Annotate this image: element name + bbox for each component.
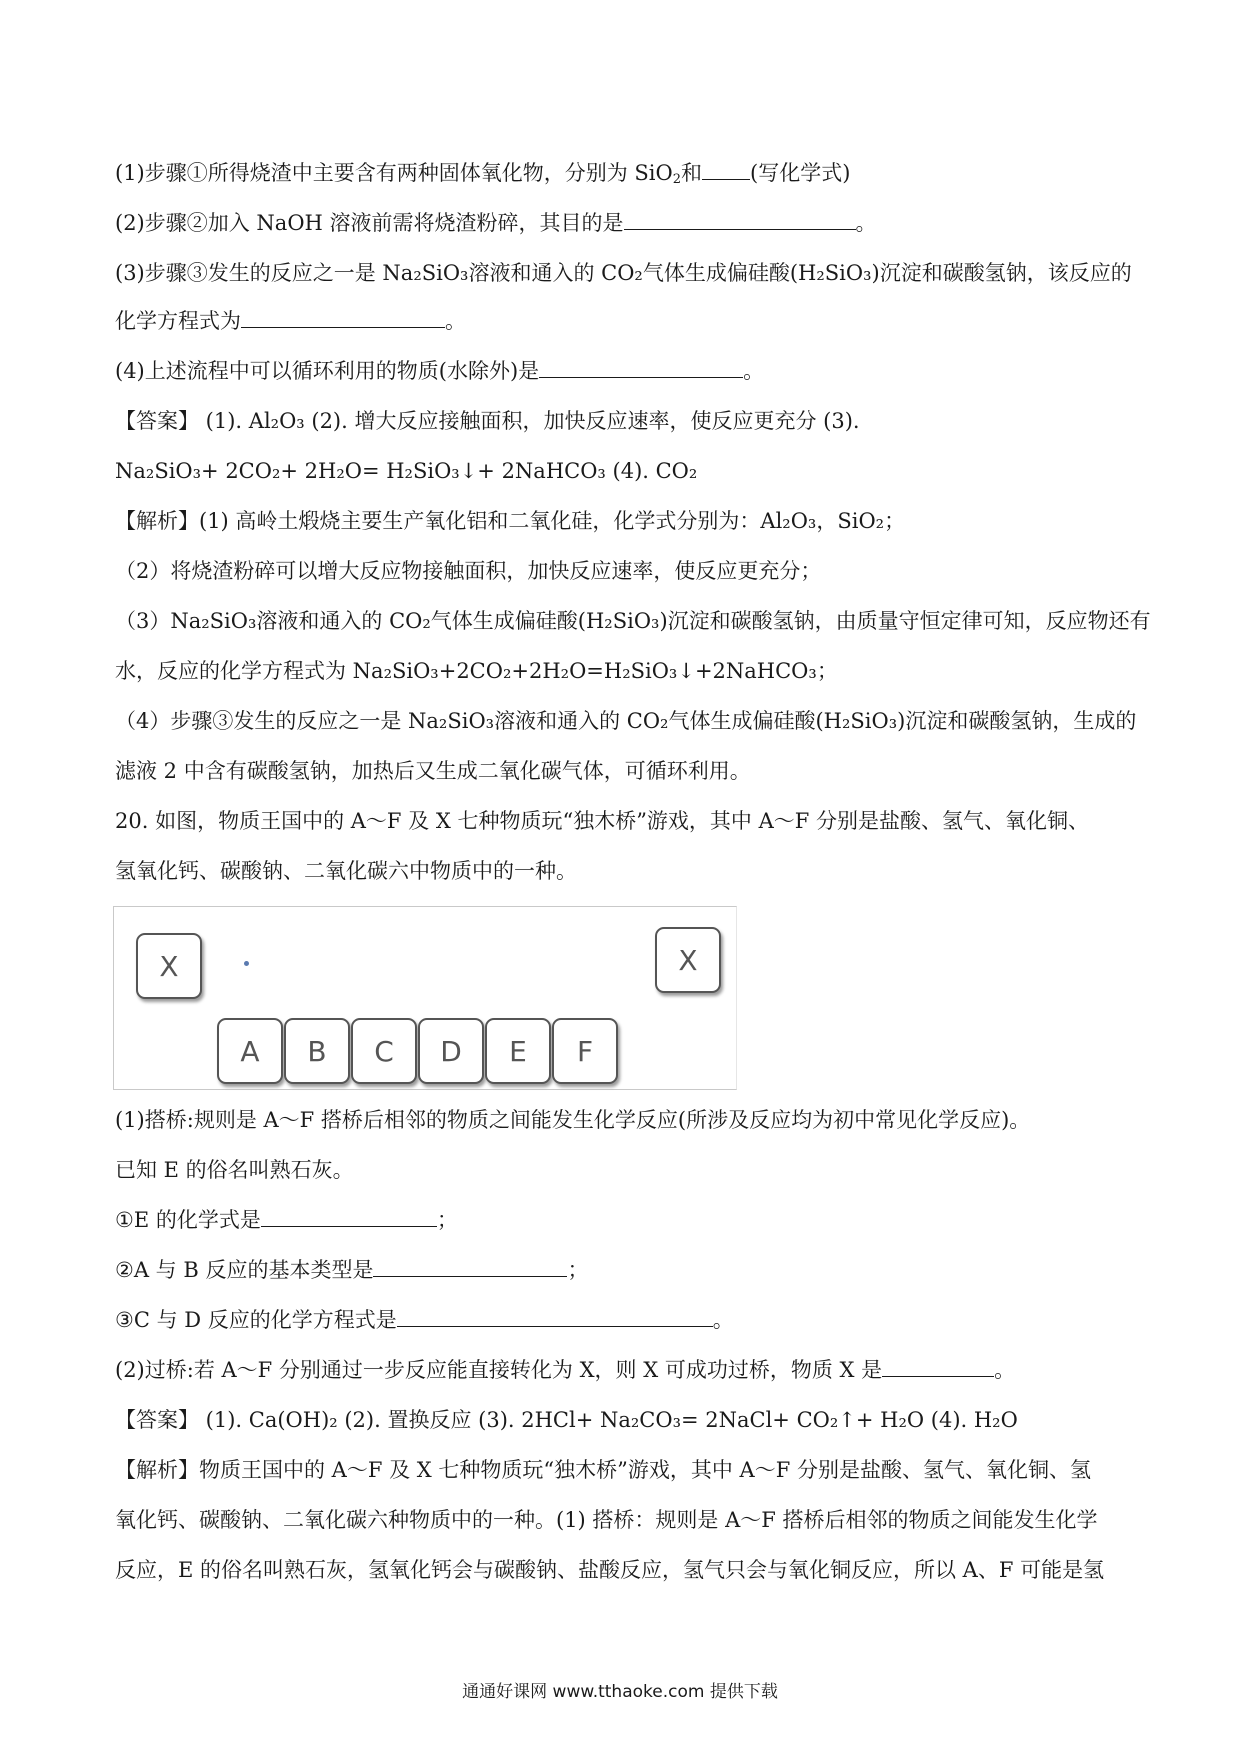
q19-analysis-line: 【解析】(1) 高岭土煅烧主要生产氧化铝和二氧化硅，化学式分别为：Al₂O₃，SiO₂；	[115, 509, 906, 533]
box-x-right: X	[655, 927, 721, 993]
q19-part4-text: (4)上述流程中可以循环利用的物质(水除外)是	[115, 359, 540, 383]
answer-blank[interactable]	[702, 159, 750, 180]
q20-analysis-line: 氧化钙、碳酸钠、二氧化碳六种物质中的一种。(1) 搭桥：规则是 A～F 搭桥后相邻的物质之间能发生化学	[115, 1508, 1098, 1532]
q20-sub2-suffix: ；	[567, 1258, 589, 1282]
answer-blank[interactable]	[882, 1356, 994, 1377]
answer-blank[interactable]	[261, 1206, 437, 1227]
q20-sub2-text: ②A 与 B 反应的基本类型是	[115, 1258, 374, 1282]
answer-blank[interactable]	[624, 209, 856, 230]
q20-stem-line2: 氢氧化钙、碳酸钠、二氧化碳六中物质中的一种。	[115, 859, 577, 883]
q20-part2	[115, 1355, 1015, 1385]
q20-rule: (1)搭桥:规则是 A～F 搭桥后相邻的物质之间能发生化学反应(所涉及反应均为初中常见化学反应)。	[115, 1108, 1031, 1132]
subscript: 2	[672, 172, 682, 187]
footer: 通通好课网 www.tthaoke.com 提供下载	[462, 1682, 778, 1702]
q19-part1	[115, 158, 850, 188]
q20-sub1-text: ①E 的化学式是	[115, 1208, 261, 1232]
figure-dot	[244, 961, 249, 966]
q20-sub3-text: ③C 与 D 反应的化学方程式是	[115, 1308, 397, 1332]
q20-part2-text: (2)过桥:若 A～F 分别通过一步反应能直接转化为 X，则 X 可成功过桥，物质 X 是	[115, 1358, 883, 1382]
q19-analysis-line: 滤液 2 中含有碳酸氢钠，加热后又生成二氧化碳气体，可循环利用。	[115, 759, 751, 783]
q20-known: 已知 E 的俗名叫熟石灰。	[115, 1158, 354, 1182]
bridge-figure	[113, 906, 737, 1090]
q20-sub2	[115, 1255, 588, 1285]
q19-part2	[115, 208, 877, 238]
box-x-left: X	[136, 933, 202, 999]
q19-analysis-line: （4）步骤③发生的反应之一是 Na₂SiO₃溶液和通入的 CO₂气体生成偏硅酸(H₂SiO₃)沉淀和碳酸氢钠，生成的	[115, 709, 1137, 733]
q19-answer-line1: 【答案】 (1). Al₂O₃ (2). 增大反应接触面积，加快反应速率，使反应更充分 (3).	[115, 409, 860, 433]
box-d: D	[418, 1018, 484, 1084]
box-e: E	[485, 1018, 551, 1084]
q20-stem-line1: 20. 如图，物质王国中的 A～F 及 X 七种物质玩“独木桥”游戏，其中 A～F 分别是盐酸、氢气、氧化铜、	[115, 809, 1090, 833]
box-a: A	[217, 1018, 283, 1084]
q19-part3-suffix: 。	[445, 309, 466, 333]
q19-analysis-line: （3）Na₂SiO₃溶液和通入的 CO₂气体生成偏硅酸(H₂SiO₃)沉淀和碳酸氢钠，由质量守恒定律可知，反应物还有	[115, 609, 1151, 633]
q19-part2-text: (2)步骤②加入 NaOH 溶液前需将烧渣粉碎，其目的是	[115, 211, 624, 235]
q19-part2-suffix: 。	[855, 211, 877, 235]
q19-part3-line2	[115, 306, 466, 336]
q19-part3-line1: (3)步骤③发生的反应之一是 Na₂SiO₃溶液和通入的 CO₂气体生成偏硅酸(H₂SiO₃)沉淀和碳酸氢钠，该反应的	[115, 261, 1132, 285]
answer-blank[interactable]	[539, 357, 743, 378]
box-b: B	[284, 1018, 350, 1084]
q20-sub1	[115, 1205, 458, 1235]
q19-part4	[115, 356, 764, 386]
q20-sub3-suffix: 。	[712, 1308, 734, 1332]
q19-analysis-line: 水，反应的化学方程式为 Na₂SiO₃+2CO₂+2H₂O=H₂SiO₃↓+2NaHCO₃；	[115, 659, 838, 683]
answer-blank[interactable]	[373, 1256, 567, 1277]
q20-part2-suffix: 。	[994, 1358, 1016, 1382]
q19-part1-suffix: (写化学式)	[750, 161, 851, 185]
q20-sub3	[115, 1305, 734, 1335]
q19-part1-mid: 和	[681, 161, 703, 185]
q20-analysis-line: 【解析】物质王国中的 A～F 及 X 七种物质玩“独木桥”游戏，其中 A～F 分别是盐酸、氢气、氧化铜、氢	[115, 1458, 1091, 1482]
q20-analysis-line: 反应，E 的俗名叫熟石灰，氢氧化钙会与碳酸钠、盐酸反应，氢气只会与氧化铜反应，所以 A、F 可能是氢	[115, 1558, 1105, 1582]
q19-part4-suffix: 。	[743, 359, 765, 383]
q19-part1-text: (1)步骤①所得烧渣中主要含有两种固体氧化物，分别为 SiO	[115, 161, 673, 185]
box-f: F	[552, 1018, 618, 1084]
q19-answer-line2: Na₂SiO₃+ 2CO₂+ 2H₂O= H₂SiO₃↓+ 2NaHCO₃ (4). CO₂	[115, 459, 698, 483]
q19-analysis-line: （2）将烧渣粉碎可以增大反应物接触面积，加快反应速率，使反应更充分；	[115, 559, 822, 583]
q20-sub1-suffix: ；	[436, 1208, 458, 1232]
box-c: C	[351, 1018, 417, 1084]
q19-part3-text: 化学方程式为	[115, 309, 241, 333]
answer-blank[interactable]	[397, 1306, 713, 1327]
answer-blank[interactable]	[241, 307, 445, 328]
q20-answer: 【答案】 (1). Ca(OH)₂ (2). 置换反应 (3). 2HCl+ Na₂CO₃= 2NaCl+ CO₂↑+ H₂O (4). H₂O	[115, 1408, 1018, 1432]
